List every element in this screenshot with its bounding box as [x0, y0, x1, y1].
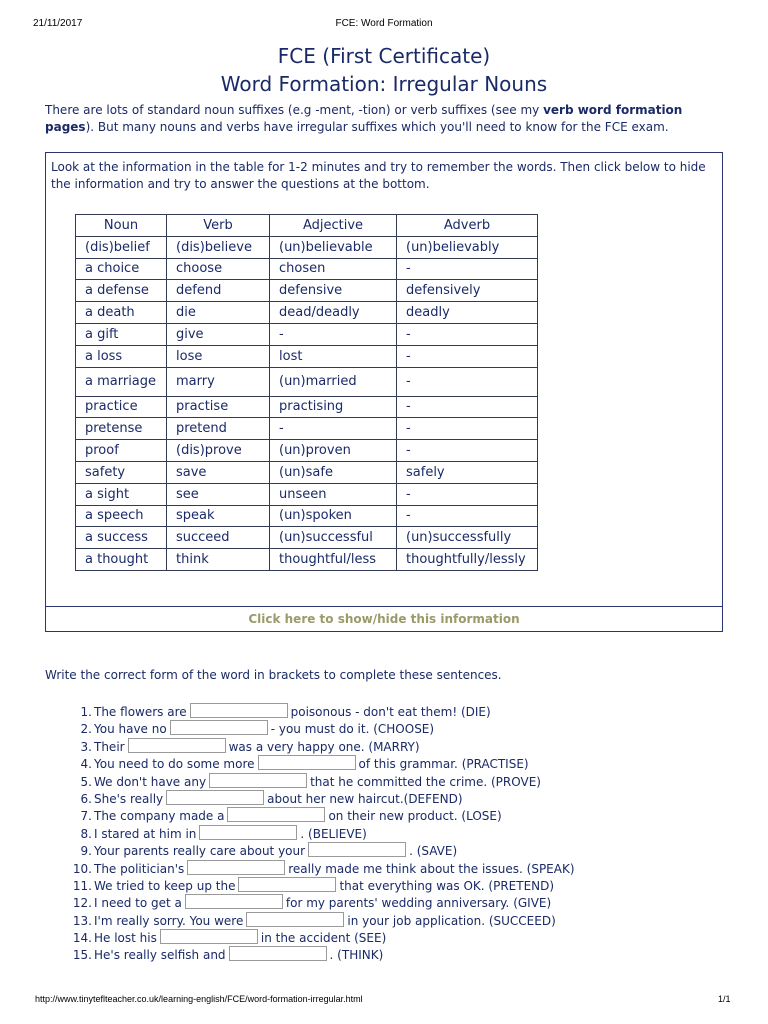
table-cell: practise	[167, 396, 270, 418]
question-text-after: that he committed the crime. (PROVE)	[310, 774, 541, 789]
table-cell: die	[167, 302, 270, 324]
question-number: 4.	[80, 757, 92, 772]
table-cell: think	[167, 549, 270, 571]
table-row	[76, 345, 538, 367]
question-item	[72, 912, 575, 929]
answer-input[interactable]	[199, 825, 297, 840]
table-cell: a success	[76, 527, 167, 549]
table-cell: (dis)prove	[167, 440, 270, 462]
question-number: 2.	[80, 722, 92, 737]
table-cell: a choice	[76, 258, 167, 280]
table-cell: a defense	[76, 280, 167, 302]
question-item	[72, 877, 575, 894]
question-item	[72, 807, 575, 824]
show-hide-toggle[interactable]: Click here to show/hide this information	[248, 612, 520, 626]
question-item	[72, 738, 575, 755]
answer-input[interactable]	[170, 720, 268, 735]
table-cell: speak	[167, 505, 270, 527]
table-cell: practice	[76, 396, 167, 418]
table-cell: (un)believably	[397, 236, 538, 258]
answer-input[interactable]	[229, 946, 327, 961]
intro-text-1: There are lots of standard noun suffixes (e.g -ment, -tion) or verb suffixes (see my	[45, 103, 544, 117]
question-text-after: of this grammar. (PRACTISE)	[358, 757, 529, 772]
table-cell: (dis)belief	[76, 236, 167, 258]
exercise-instructions: Write the correct form of the word in brackets to complete these sentences.	[45, 668, 502, 682]
table-cell: a thought	[76, 549, 167, 571]
word-table	[75, 214, 538, 571]
question-text-before: He's really selfish and	[94, 948, 226, 963]
table-row	[76, 549, 538, 571]
print-url: http://www.tinyteflteacher.co.uk/learning-english/FCE/word-formation-irregular.html	[35, 994, 363, 1004]
question-item	[72, 842, 575, 859]
question-text-after: poisonous - don't eat them! (DIE)	[290, 705, 491, 719]
question-item	[72, 825, 575, 842]
question-text-after: in your job application. (SUCCEED)	[347, 913, 556, 928]
table-cell: -	[397, 505, 538, 527]
print-page-number: 1/1	[718, 994, 731, 1004]
table-row	[76, 396, 538, 418]
table-cell: pretend	[167, 418, 270, 440]
header-adverb: Adverb	[397, 215, 538, 237]
table-cell: a gift	[76, 323, 167, 345]
question-text-before: He lost his	[94, 931, 157, 946]
table-row	[76, 280, 538, 302]
table-header-row	[76, 215, 538, 237]
question-number: 9.	[80, 844, 92, 859]
question-number: 6.	[80, 791, 92, 806]
page-title-line1: FCE (First Certificate)	[277, 44, 491, 68]
question-text-before: You have no	[94, 722, 167, 737]
table-cell: defensive	[270, 280, 397, 302]
table-cell: -	[397, 483, 538, 505]
table-cell: (un)believable	[270, 236, 397, 258]
table-cell: defend	[167, 280, 270, 302]
question-item	[72, 946, 575, 963]
question-number: 12.	[72, 896, 92, 911]
verb-word-formation-link[interactable]: verb word formation pages	[45, 103, 683, 134]
question-text-after: . (BELIEVE)	[300, 826, 367, 841]
question-text-after: in the accident (SEE)	[260, 931, 387, 946]
question-number: 7.	[80, 809, 92, 824]
question-text-after: . (THINK)	[329, 948, 384, 963]
table-cell: -	[397, 258, 538, 280]
table-cell: -	[397, 345, 538, 367]
table-row	[76, 461, 538, 483]
table-row	[76, 258, 538, 280]
answer-input[interactable]	[187, 860, 285, 875]
question-text-after: really made me think about the issues. (SPEAK)	[288, 861, 575, 876]
question-text-after: that everything was OK. (PRETEND)	[339, 878, 555, 893]
table-cell: marry	[167, 367, 270, 396]
question-item	[72, 894, 575, 911]
question-text-after: for my parents' wedding anniversary. (GIVE)	[285, 896, 552, 911]
table-cell: (un)proven	[270, 440, 397, 462]
table-cell: (un)successful	[270, 527, 397, 549]
table-row	[76, 236, 538, 258]
table-cell: save	[167, 461, 270, 483]
question-text-after: on their new product. (LOSE)	[328, 809, 502, 824]
intro-paragraph	[45, 102, 725, 136]
table-cell: -	[397, 323, 538, 345]
table-cell: see	[167, 483, 270, 505]
table-cell: give	[167, 323, 270, 345]
table-cell: safely	[397, 461, 538, 483]
header-noun: Noun	[76, 215, 167, 237]
table-row	[76, 527, 538, 549]
table-cell: -	[397, 367, 538, 396]
table-cell: practising	[270, 396, 397, 418]
table-cell: deadly	[397, 302, 538, 324]
table-cell: -	[270, 418, 397, 440]
answer-input[interactable]	[246, 912, 344, 927]
answer-input[interactable]	[128, 738, 226, 753]
table-cell: proof	[76, 440, 167, 462]
info-instructions: Look at the information in the table for 1-2 minutes and try to remember the words. Then click below to hide the information and try to answer the questions at the bottom.	[51, 160, 706, 191]
table-row	[76, 302, 538, 324]
table-cell: (un)successfully	[397, 527, 538, 549]
table-row	[76, 505, 538, 527]
question-text-before: I stared at him in	[94, 826, 197, 841]
table-cell: -	[397, 396, 538, 418]
table-row	[76, 367, 538, 396]
table-cell: chosen	[270, 258, 397, 280]
question-text-after: - you must do it. (CHOOSE)	[270, 722, 435, 737]
table-cell: a loss	[76, 345, 167, 367]
answer-input[interactable]	[190, 703, 288, 718]
question-text-before: I need to get a	[94, 896, 182, 911]
table-cell: thoughtful/less	[270, 549, 397, 571]
question-text-before: You need to do some more	[94, 757, 255, 772]
question-text-before: We tried to keep up the	[94, 878, 236, 893]
question-text-before: I'm really sorry. You were	[94, 913, 244, 928]
question-item	[72, 860, 575, 877]
header-adjective: Adjective	[270, 215, 397, 237]
table-row	[76, 323, 538, 345]
table-cell: a sight	[76, 483, 167, 505]
page-title	[0, 42, 768, 98]
question-number: 5.	[80, 774, 92, 789]
question-number: 11.	[72, 878, 92, 893]
table-cell: (un)spoken	[270, 505, 397, 527]
table-cell: -	[270, 323, 397, 345]
table-cell: a marriage	[76, 367, 167, 396]
table-cell: succeed	[167, 527, 270, 549]
question-number: 3.	[80, 739, 92, 754]
question-text-before: She's really	[94, 791, 164, 806]
page-title-line2: Word Formation: Irregular Nouns	[220, 72, 548, 96]
question-text-after: was a very happy one. (MARRY)	[228, 739, 420, 754]
question-number: 13.	[72, 913, 92, 928]
answer-input[interactable]	[160, 929, 258, 944]
table-row	[76, 440, 538, 462]
print-page-title: FCE: Word Formation	[335, 18, 433, 29]
question-text-after: . (SAVE)	[409, 844, 458, 859]
question-text-before: The company made a	[94, 809, 225, 824]
question-number: 15.	[72, 948, 92, 963]
table-cell: (dis)believe	[167, 236, 270, 258]
answer-input[interactable]	[227, 807, 325, 822]
info-divider	[46, 606, 722, 607]
answer-input[interactable]	[185, 894, 283, 909]
answer-input[interactable]	[258, 755, 356, 770]
question-text-before: The flowers are	[94, 705, 187, 719]
question-text-before: The politician's	[94, 861, 185, 876]
table-cell: dead/deadly	[270, 302, 397, 324]
table-cell: (un)safe	[270, 461, 397, 483]
question-item	[72, 929, 575, 946]
table-cell: defensively	[397, 280, 538, 302]
table-cell: thoughtfully/lessly	[397, 549, 538, 571]
answer-input[interactable]	[209, 773, 307, 788]
question-text-after: about her new haircut.(DEFEND)	[267, 791, 463, 806]
table-cell: a speech	[76, 505, 167, 527]
table-cell: lose	[167, 345, 270, 367]
question-item	[72, 703, 575, 720]
table-cell: choose	[167, 258, 270, 280]
question-text-before: Your parents really care about your	[94, 844, 306, 859]
table-cell: -	[397, 418, 538, 440]
answer-input[interactable]	[166, 790, 264, 805]
question-item	[72, 773, 575, 790]
table-cell: pretense	[76, 418, 167, 440]
table-cell: safety	[76, 461, 167, 483]
table-cell: a death	[76, 302, 167, 324]
question-text-before: Their	[94, 739, 125, 754]
table-row	[76, 483, 538, 505]
table-row	[76, 418, 538, 440]
question-text-before: We don't have any	[94, 774, 207, 789]
table-cell: (un)married	[270, 367, 397, 396]
question-item	[72, 790, 575, 807]
header-verb: Verb	[167, 215, 270, 237]
table-cell: unseen	[270, 483, 397, 505]
question-item	[72, 720, 575, 737]
table-cell: -	[397, 440, 538, 462]
question-number: 14.	[72, 931, 92, 946]
question-number: 10.	[72, 861, 92, 876]
question-number: 1.	[80, 705, 92, 719]
answer-input[interactable]	[238, 877, 336, 892]
question-item	[72, 755, 575, 772]
question-list	[72, 703, 575, 964]
intro-text-2: ). But many nouns and verbs have irregular suffixes which you'll need to know for the FCE exam.	[85, 120, 669, 134]
print-date: 21/11/2017	[33, 18, 83, 29]
question-number: 8.	[80, 826, 92, 841]
answer-input[interactable]	[308, 842, 406, 857]
table-cell: lost	[270, 345, 397, 367]
